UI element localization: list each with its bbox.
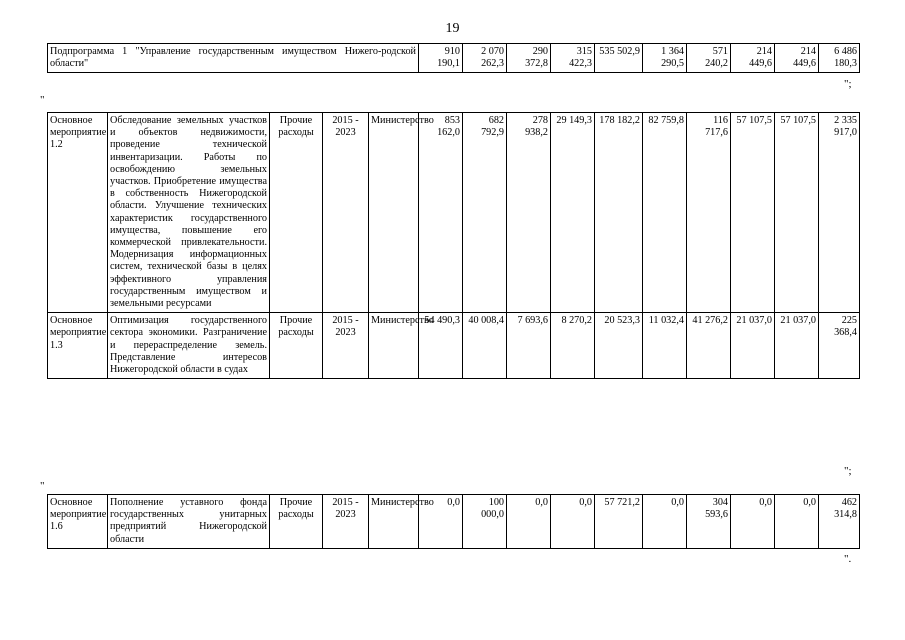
measures-table-2 bbox=[47, 494, 860, 549]
value-cell: 21 037,0 bbox=[775, 313, 819, 379]
opening-quote: " bbox=[40, 480, 45, 492]
value-cell: 0,0 bbox=[731, 495, 775, 549]
value-cell: 41 276,2 bbox=[687, 313, 731, 379]
subprogram-table bbox=[47, 43, 860, 73]
value-cell: 0,0 bbox=[419, 495, 463, 549]
value-cell: 21 037,0 bbox=[731, 313, 775, 379]
value-cell: 214 449,6 bbox=[775, 44, 819, 73]
value-cell: 304 593,6 bbox=[687, 495, 731, 549]
value-cell: 910 190,1 bbox=[419, 44, 463, 73]
value-cell: 2 335 917,0 bbox=[819, 113, 860, 313]
table-row bbox=[48, 44, 860, 73]
value-cell: 8 270,2 bbox=[551, 313, 595, 379]
value-cell: 682 792,9 bbox=[463, 113, 507, 313]
measure-description: Пополнение уставного фонда государственных унитарных предприятий Нижегородской области bbox=[108, 495, 270, 549]
value-cell: 20 523,3 bbox=[595, 313, 643, 379]
value-cell: 0,0 bbox=[775, 495, 819, 549]
value-cell: 214 449,6 bbox=[731, 44, 775, 73]
value-cell: 1 364 290,5 bbox=[643, 44, 687, 73]
value-cell: 315 422,3 bbox=[551, 44, 595, 73]
value-cell: 571 240,2 bbox=[687, 44, 731, 73]
value-cell: 57 107,5 bbox=[775, 113, 819, 313]
period: 2015 - 2023 bbox=[323, 113, 369, 313]
value-cell: 100 000,0 bbox=[463, 495, 507, 549]
value-cell: 40 008,4 bbox=[463, 313, 507, 379]
value-cell: 54 490,3 bbox=[419, 313, 463, 379]
subprogram-label: Подпрограмма 1 "Управление государственным имуществом Нижего-родской области" bbox=[48, 44, 419, 73]
table-row bbox=[48, 113, 860, 313]
executor: Министерство bbox=[369, 113, 419, 313]
measure-description: Обследование земельных участков и объектов недвижимости, проведение технической инвентаризации. Работы по освобождению земельных участков. Приобретение имущества в собственность Нижегородской области. Улучшение технических характеристик государственного имущества, повышение его коммерческой привлекательности. Модернизация информационных систем, технической базы в целях эффективного управления государственным имуществом и земельными ресурсами bbox=[108, 113, 270, 313]
value-cell: 7 693,6 bbox=[507, 313, 551, 379]
value-cell: 116 717,6 bbox=[687, 113, 731, 313]
value-cell: 29 149,3 bbox=[551, 113, 595, 313]
value-cell: 178 182,2 bbox=[595, 113, 643, 313]
executor: Министерство bbox=[369, 495, 419, 549]
value-cell: 853 162,0 bbox=[419, 113, 463, 313]
closing-quote: "; bbox=[844, 465, 852, 477]
measure-name: Основное мероприятие 1.2 bbox=[48, 113, 108, 313]
value-cell: 290 372,8 bbox=[507, 44, 551, 73]
period: 2015 - 2023 bbox=[323, 495, 369, 549]
page-number: 19 bbox=[445, 21, 460, 36]
expense-type: Прочие расходы bbox=[270, 113, 323, 313]
value-cell: 0,0 bbox=[551, 495, 595, 549]
value-cell: 57 107,5 bbox=[731, 113, 775, 313]
table-row bbox=[48, 313, 860, 379]
period: 2015 - 2023 bbox=[323, 313, 369, 379]
closing-quote: "; bbox=[844, 78, 852, 90]
value-cell: 6 486 180,3 bbox=[819, 44, 860, 73]
closing-quote: ". bbox=[844, 553, 852, 565]
table-row bbox=[48, 495, 860, 549]
value-cell: 225 368,4 bbox=[819, 313, 860, 379]
value-cell: 462 314,8 bbox=[819, 495, 860, 549]
value-cell: 0,0 bbox=[643, 495, 687, 549]
measure-description: Оптимизация государственного сектора экономики. Разграничение и перераспределение земель. Представление интересов Нижегородской области в судах bbox=[108, 313, 270, 379]
expense-type: Прочие расходы bbox=[270, 495, 323, 549]
value-cell: 82 759,8 bbox=[643, 113, 687, 313]
expense-type: Прочие расходы bbox=[270, 313, 323, 379]
executor: Министерство bbox=[369, 313, 419, 379]
value-cell: 2 070 262,3 bbox=[463, 44, 507, 73]
value-cell: 278 938,2 bbox=[507, 113, 551, 313]
measure-name: Основное мероприятие 1.3 bbox=[48, 313, 108, 379]
opening-quote: " bbox=[40, 94, 45, 106]
value-cell: 11 032,4 bbox=[643, 313, 687, 379]
value-cell: 535 502,9 bbox=[595, 44, 643, 73]
measures-table-1 bbox=[47, 112, 860, 379]
measure-name: Основное мероприятие 1.6 bbox=[48, 495, 108, 549]
value-cell: 57 721,2 bbox=[595, 495, 643, 549]
value-cell: 0,0 bbox=[507, 495, 551, 549]
